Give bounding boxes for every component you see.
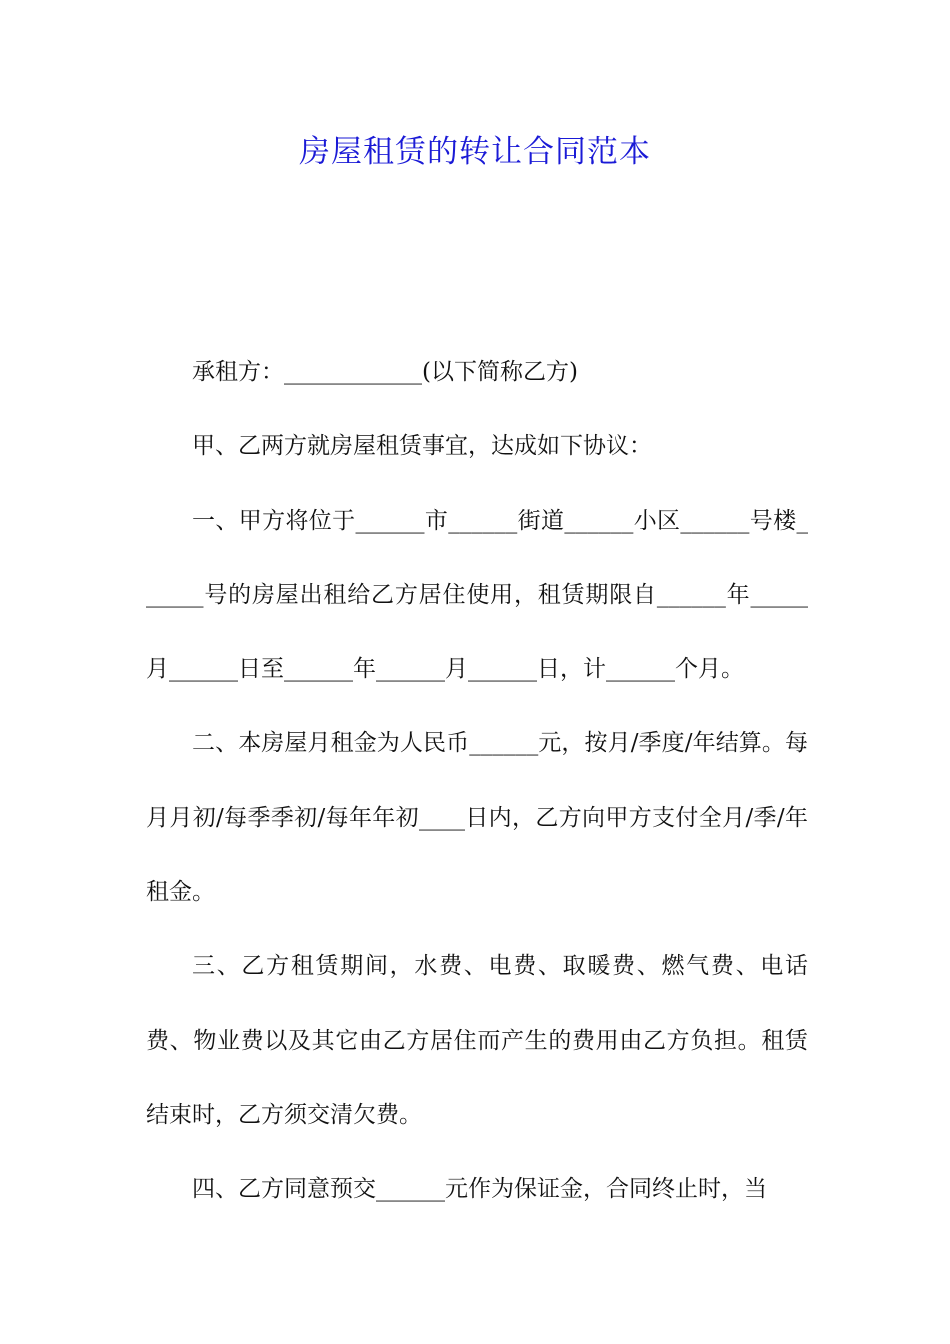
- paragraph-agreement-intro: 甲、乙两方就房屋租赁事宜，达成如下协议：: [192, 433, 652, 460]
- document-body: [146, 335, 808, 1227]
- document-title: 房屋租赁的转让合同范本: [299, 134, 651, 170]
- paragraph-clause-2: 二、本房屋月租金为人民币______元，按月/季度/年结算。每月月初/每季季初/每年年初____日内，乙方向甲方支付全月/季/年租金。: [146, 730, 808, 906]
- paragraph-lessee: 承租方：____________(以下简称乙方): [192, 359, 578, 385]
- paragraph-clause-3: 三、乙方租赁期间，水费、电费、取暖费、燃气费、电话费、物业费以及其它由乙方居住而产生的费用由乙方负担。租赁结束时，乙方须交清欠费。: [146, 953, 808, 1128]
- paragraph-clause-4: 四、乙方同意预交______元作为保证金，合同终止时，当: [192, 1176, 767, 1203]
- paragraph-clause-1: 一、甲方将位于______市______街道______小区______号楼______号的房屋出租给乙方居住使用，租赁期限自______年_____月______日至______年______月______日，计______个月。: [146, 507, 808, 683]
